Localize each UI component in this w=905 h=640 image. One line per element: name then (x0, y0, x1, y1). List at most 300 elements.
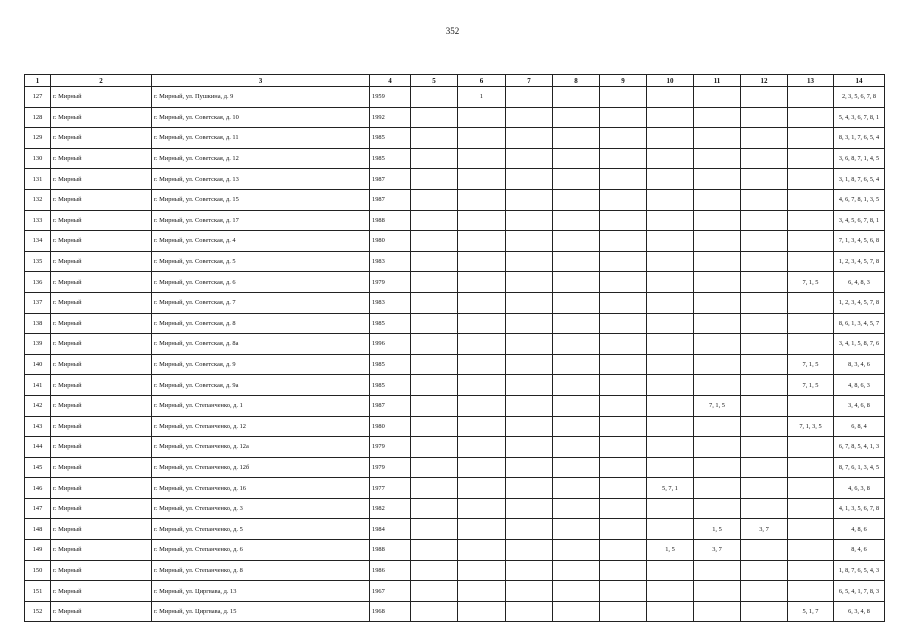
column-header-14: 14 (834, 75, 885, 87)
table-cell-col-10 (647, 148, 694, 169)
table-cell-col-2: г. Мирный (51, 189, 152, 210)
table-cell-col-14: 1, 2, 3, 4, 5, 7, 8 (834, 251, 885, 272)
column-header-11: 11 (694, 75, 741, 87)
table-cell-col-4: 1987 (370, 189, 411, 210)
table-cell-col-11 (694, 189, 741, 210)
table-cell-col-9 (600, 498, 647, 519)
table-cell-col-4: 1979 (370, 457, 411, 478)
table-cell-col-7 (506, 128, 553, 149)
table-cell-col-7 (506, 251, 553, 272)
table-row (25, 540, 885, 561)
table-cell-col-1: 127 (25, 87, 51, 108)
table-cell-col-7 (506, 581, 553, 602)
table-cell-col-4: 1983 (370, 251, 411, 272)
table-cell-col-6 (458, 128, 506, 149)
table-cell-col-8 (553, 251, 600, 272)
table-cell-col-9 (600, 231, 647, 252)
table-cell-col-12 (741, 189, 788, 210)
table-cell-col-10 (647, 601, 694, 622)
table-cell-col-3: г. Мирный, ул. Советская, д. 9 (152, 354, 370, 375)
table-cell-col-9 (600, 601, 647, 622)
table-cell-col-9 (600, 313, 647, 334)
table-cell-col-10 (647, 395, 694, 416)
table-cell-col-1: 134 (25, 231, 51, 252)
table-cell-col-5 (411, 292, 458, 313)
table-cell-col-11 (694, 313, 741, 334)
table-cell-col-8 (553, 375, 600, 396)
table-cell-col-10 (647, 169, 694, 190)
column-header-1: 1 (25, 75, 51, 87)
table-cell-col-5 (411, 334, 458, 355)
table-cell-col-1: 138 (25, 313, 51, 334)
table-cell-col-6 (458, 272, 506, 293)
table-cell-col-2: г. Мирный (51, 375, 152, 396)
table-cell-col-7 (506, 601, 553, 622)
table-cell-col-9 (600, 519, 647, 540)
table-cell-col-7 (506, 169, 553, 190)
table-cell-col-3: г. Мирный, ул. Советская, д. 11 (152, 128, 370, 149)
table-cell-col-3: г. Мирный, ул. Степанченко, д. 12б (152, 457, 370, 478)
table-cell-col-7 (506, 272, 553, 293)
table-cell-col-10 (647, 437, 694, 458)
table-cell-col-11 (694, 498, 741, 519)
table-cell-col-10 (647, 210, 694, 231)
table-cell-col-1: 148 (25, 519, 51, 540)
table-cell-col-10 (647, 334, 694, 355)
table-cell-col-13 (788, 437, 834, 458)
table-cell-col-3: г. Мирный, ул. Степанченко, д. 12 (152, 416, 370, 437)
table-cell-col-2: г. Мирный (51, 231, 152, 252)
table-cell-col-9 (600, 148, 647, 169)
table-cell-col-7 (506, 478, 553, 499)
table-row (25, 272, 885, 293)
table-cell-col-7 (506, 498, 553, 519)
table-cell-col-4: 1980 (370, 231, 411, 252)
table-cell-col-6 (458, 581, 506, 602)
table-cell-col-12: 3, 7 (741, 519, 788, 540)
table-cell-col-8 (553, 354, 600, 375)
table-row (25, 478, 885, 499)
column-header-10: 10 (647, 75, 694, 87)
table-row (25, 581, 885, 602)
table-cell-col-1: 150 (25, 560, 51, 581)
table-cell-col-9 (600, 560, 647, 581)
table-cell-col-3: г. Мирный, ул. Степанченко, д. 16 (152, 478, 370, 499)
table-cell-col-8 (553, 87, 600, 108)
table-cell-col-11 (694, 128, 741, 149)
table-cell-col-14: 6, 7, 8, 5, 4, 1, 3 (834, 437, 885, 458)
table-cell-col-9 (600, 478, 647, 499)
table-cell-col-13 (788, 128, 834, 149)
table-row (25, 148, 885, 169)
table-cell-col-2: г. Мирный (51, 128, 152, 149)
table-cell-col-12 (741, 251, 788, 272)
table-cell-col-8 (553, 601, 600, 622)
table-row (25, 128, 885, 149)
table-cell-col-3: г. Мирный, ул. Степанченко, д. 6 (152, 540, 370, 561)
table-cell-col-13: 7, 1, 5 (788, 354, 834, 375)
table-cell-col-6 (458, 313, 506, 334)
table-cell-col-8 (553, 169, 600, 190)
table-cell-col-4: 1987 (370, 169, 411, 190)
table-cell-col-12 (741, 169, 788, 190)
table-cell-col-6 (458, 560, 506, 581)
table-cell-col-9 (600, 375, 647, 396)
table-cell-col-3: г. Мирный, ул. Циргвава, д. 13 (152, 581, 370, 602)
table-cell-col-5 (411, 251, 458, 272)
table-cell-col-12 (741, 313, 788, 334)
table-row (25, 395, 885, 416)
table-cell-col-14: 6, 3, 4, 8 (834, 601, 885, 622)
table-cell-col-4: 1985 (370, 354, 411, 375)
table-cell-col-2: г. Мирный (51, 498, 152, 519)
table-cell-col-1: 143 (25, 416, 51, 437)
table-cell-col-2: г. Мирный (51, 87, 152, 108)
table-cell-col-7 (506, 292, 553, 313)
table-cell-col-14: 3, 4, 5, 6, 7, 8, 1 (834, 210, 885, 231)
table-cell-col-3: г. Мирный, ул. Советская, д. 6 (152, 272, 370, 293)
table-cell-col-8 (553, 148, 600, 169)
table-row (25, 560, 885, 581)
table-cell-col-7 (506, 231, 553, 252)
table-cell-col-11 (694, 231, 741, 252)
table-cell-col-6 (458, 107, 506, 128)
table-cell-col-6 (458, 334, 506, 355)
table-cell-col-14: 8, 4, 6 (834, 540, 885, 561)
table-cell-col-11 (694, 375, 741, 396)
column-header-7: 7 (506, 75, 553, 87)
table-cell-col-10 (647, 231, 694, 252)
table-cell-col-11 (694, 272, 741, 293)
table-cell-col-1: 140 (25, 354, 51, 375)
table-cell-col-2: г. Мирный (51, 148, 152, 169)
table-cell-col-3: г. Мирный, ул. Степанченко, д. 8 (152, 560, 370, 581)
table-cell-col-12 (741, 354, 788, 375)
table-cell-col-11 (694, 169, 741, 190)
table-cell-col-5 (411, 437, 458, 458)
table-cell-col-2: г. Мирный (51, 292, 152, 313)
table-cell-col-12 (741, 375, 788, 396)
table-cell-col-5 (411, 375, 458, 396)
table-row (25, 437, 885, 458)
table-row (25, 169, 885, 190)
table-cell-col-10 (647, 416, 694, 437)
table-cell-col-4: 1979 (370, 437, 411, 458)
table-cell-col-4: 1979 (370, 272, 411, 293)
table-cell-col-11 (694, 210, 741, 231)
table-cell-col-6 (458, 437, 506, 458)
table-cell-col-13 (788, 107, 834, 128)
table-cell-col-6 (458, 169, 506, 190)
table-cell-col-6 (458, 478, 506, 499)
table-cell-col-14: 4, 8, 6, 3 (834, 375, 885, 396)
table-cell-col-9 (600, 210, 647, 231)
table-cell-col-4: 1985 (370, 148, 411, 169)
table-cell-col-8 (553, 519, 600, 540)
table-cell-col-14: 8, 3, 4, 6 (834, 354, 885, 375)
table-cell-col-1: 137 (25, 292, 51, 313)
table-cell-col-8 (553, 128, 600, 149)
table-cell-col-9 (600, 334, 647, 355)
table-cell-col-6: 1 (458, 87, 506, 108)
table-cell-col-10 (647, 375, 694, 396)
table-cell-col-1: 145 (25, 457, 51, 478)
table-cell-col-12 (741, 148, 788, 169)
table-cell-col-5 (411, 313, 458, 334)
table-cell-col-1: 136 (25, 272, 51, 293)
table-cell-col-12 (741, 395, 788, 416)
table-cell-col-9 (600, 128, 647, 149)
table-cell-col-9 (600, 437, 647, 458)
table-cell-col-14: 8, 6, 1, 3, 4, 5, 7 (834, 313, 885, 334)
table-cell-col-2: г. Мирный (51, 272, 152, 293)
table-cell-col-4: 1985 (370, 313, 411, 334)
table-cell-col-3: г. Мирный, ул. Степанченко, д. 12а (152, 437, 370, 458)
table-cell-col-10 (647, 128, 694, 149)
table-cell-col-6 (458, 148, 506, 169)
table-cell-col-9 (600, 540, 647, 561)
table-cell-col-7 (506, 107, 553, 128)
table-cell-col-8 (553, 272, 600, 293)
table-cell-col-12 (741, 210, 788, 231)
table-cell-col-7 (506, 148, 553, 169)
table-cell-col-6 (458, 354, 506, 375)
table-cell-col-8 (553, 437, 600, 458)
table-cell-col-14: 7, 1, 3, 4, 5, 6, 8 (834, 231, 885, 252)
table-cell-col-4: 1959 (370, 87, 411, 108)
table-cell-col-12 (741, 457, 788, 478)
table-row (25, 87, 885, 108)
table-cell-col-1: 135 (25, 251, 51, 272)
table-cell-col-3: г. Мирный, ул. Советская, д. 9а (152, 375, 370, 396)
table-cell-col-11 (694, 560, 741, 581)
table-cell-col-14: 4, 6, 7, 8, 1, 3, 5 (834, 189, 885, 210)
table-cell-col-11 (694, 478, 741, 499)
table-cell-col-10 (647, 292, 694, 313)
table-cell-col-1: 129 (25, 128, 51, 149)
table-cell-col-13 (788, 498, 834, 519)
table-cell-col-1: 152 (25, 601, 51, 622)
table-cell-col-14: 6, 4, 8, 3 (834, 272, 885, 293)
table-cell-col-1: 142 (25, 395, 51, 416)
table-cell-col-5 (411, 457, 458, 478)
table-cell-col-5 (411, 148, 458, 169)
table-cell-col-1: 151 (25, 581, 51, 602)
table-cell-col-5 (411, 87, 458, 108)
column-header-12: 12 (741, 75, 788, 87)
table-cell-col-13 (788, 395, 834, 416)
table-cell-col-14: 8, 3, 1, 7, 6, 5, 4 (834, 128, 885, 149)
table-cell-col-10 (647, 189, 694, 210)
table-cell-col-2: г. Мирный (51, 251, 152, 272)
table-cell-col-10 (647, 251, 694, 272)
table-cell-col-13 (788, 251, 834, 272)
table-cell-col-9 (600, 292, 647, 313)
table-cell-col-2: г. Мирный (51, 478, 152, 499)
table-cell-col-12 (741, 128, 788, 149)
column-header-5: 5 (411, 75, 458, 87)
table-cell-col-2: г. Мирный (51, 354, 152, 375)
table-cell-col-11 (694, 87, 741, 108)
table-cell-col-8 (553, 416, 600, 437)
table-cell-col-4: 1980 (370, 416, 411, 437)
table-cell-col-7 (506, 519, 553, 540)
table-cell-col-6 (458, 416, 506, 437)
table-cell-col-8 (553, 581, 600, 602)
table-cell-col-7 (506, 437, 553, 458)
table-cell-col-13 (788, 313, 834, 334)
table-cell-col-8 (553, 560, 600, 581)
table-cell-col-11 (694, 457, 741, 478)
table-cell-col-5 (411, 189, 458, 210)
table-cell-col-3: г. Мирный, ул. Советская, д. 12 (152, 148, 370, 169)
table-cell-col-6 (458, 251, 506, 272)
table-cell-col-7 (506, 375, 553, 396)
table-cell-col-6 (458, 540, 506, 561)
table-cell-col-4: 1996 (370, 334, 411, 355)
table-cell-col-13 (788, 231, 834, 252)
table-cell-col-8 (553, 231, 600, 252)
table-cell-col-3: г. Мирный, ул. Советская, д. 8а (152, 334, 370, 355)
table-cell-col-10 (647, 313, 694, 334)
table-cell-col-8 (553, 334, 600, 355)
table-cell-col-8 (553, 395, 600, 416)
table-cell-col-11 (694, 581, 741, 602)
table-cell-col-4: 1992 (370, 107, 411, 128)
table-cell-col-10 (647, 498, 694, 519)
table-cell-col-11 (694, 251, 741, 272)
table-cell-col-2: г. Мирный (51, 457, 152, 478)
table-cell-col-14: 3, 6, 8, 7, 1, 4, 5 (834, 148, 885, 169)
table-cell-col-12 (741, 292, 788, 313)
table-cell-col-14: 1, 8, 7, 6, 5, 4, 3 (834, 560, 885, 581)
table-row (25, 210, 885, 231)
table-cell-col-6 (458, 189, 506, 210)
table-row (25, 231, 885, 252)
table-cell-col-1: 149 (25, 540, 51, 561)
table-cell-col-14: 4, 6, 3, 8 (834, 478, 885, 499)
table-cell-col-12 (741, 87, 788, 108)
table-cell-col-3: г. Мирный, ул. Степанченко, д. 5 (152, 519, 370, 540)
table-cell-col-10 (647, 354, 694, 375)
column-header-4: 4 (370, 75, 411, 87)
table-cell-col-4: 1986 (370, 560, 411, 581)
table-cell-col-12 (741, 334, 788, 355)
table-cell-col-12 (741, 581, 788, 602)
table-cell-col-6 (458, 231, 506, 252)
table-cell-col-2: г. Мирный (51, 416, 152, 437)
table-cell-col-14: 5, 4, 3, 6, 7, 8, 1 (834, 107, 885, 128)
table-cell-col-11 (694, 107, 741, 128)
table-cell-col-2: г. Мирный (51, 601, 152, 622)
table-cell-col-10 (647, 519, 694, 540)
table-cell-col-5 (411, 272, 458, 293)
table-cell-col-5 (411, 128, 458, 149)
table-cell-col-3: г. Мирный, ул. Советская, д. 10 (152, 107, 370, 128)
table-cell-col-13 (788, 581, 834, 602)
table-cell-col-11 (694, 334, 741, 355)
table-cell-col-4: 1967 (370, 581, 411, 602)
table-cell-col-10 (647, 457, 694, 478)
table-cell-col-2: г. Мирный (51, 107, 152, 128)
table-cell-col-5 (411, 210, 458, 231)
table-cell-col-6 (458, 292, 506, 313)
table-cell-col-6 (458, 601, 506, 622)
table-cell-col-9 (600, 416, 647, 437)
column-header-2: 2 (51, 75, 152, 87)
table-cell-col-5 (411, 354, 458, 375)
table-cell-col-14: 2, 3, 5, 6, 7, 8 (834, 87, 885, 108)
page-number: 352 (445, 26, 460, 36)
table-cell-col-1: 133 (25, 210, 51, 231)
table-cell-col-6 (458, 210, 506, 231)
column-header-9: 9 (600, 75, 647, 87)
table-cell-col-8 (553, 313, 600, 334)
table-cell-col-9 (600, 272, 647, 293)
table-cell-col-5 (411, 478, 458, 499)
table-cell-col-4: 1988 (370, 210, 411, 231)
table-cell-col-9 (600, 251, 647, 272)
table-cell-col-4: 1968 (370, 601, 411, 622)
table-cell-col-13: 7, 1, 5 (788, 375, 834, 396)
table-cell-col-5 (411, 169, 458, 190)
housing-register-table (24, 74, 885, 622)
table-cell-col-7 (506, 354, 553, 375)
table-cell-col-5 (411, 395, 458, 416)
table-cell-col-13 (788, 189, 834, 210)
table-cell-col-9 (600, 354, 647, 375)
table-cell-col-2: г. Мирный (51, 581, 152, 602)
table-cell-col-10: 1, 5 (647, 540, 694, 561)
table-cell-col-5 (411, 416, 458, 437)
table-cell-col-10: 5, 7, 1 (647, 478, 694, 499)
table-cell-col-13: 7, 1, 5 (788, 272, 834, 293)
table-cell-col-11: 7, 1, 5 (694, 395, 741, 416)
table-cell-col-7 (506, 416, 553, 437)
table-cell-col-4: 1985 (370, 375, 411, 396)
table-cell-col-13 (788, 540, 834, 561)
table-cell-col-3: г. Мирный, ул. Советская, д. 17 (152, 210, 370, 231)
table-cell-col-11: 3, 7 (694, 540, 741, 561)
table-cell-col-8 (553, 107, 600, 128)
table-cell-col-8 (553, 478, 600, 499)
table-cell-col-14: 3, 1, 8, 7, 6, 5, 4 (834, 169, 885, 190)
table-cell-col-4: 1984 (370, 519, 411, 540)
table-cell-col-1: 146 (25, 478, 51, 499)
table-cell-col-8 (553, 540, 600, 561)
table-cell-col-9 (600, 457, 647, 478)
table-cell-col-11 (694, 148, 741, 169)
table-cell-col-7 (506, 395, 553, 416)
table-cell-col-6 (458, 395, 506, 416)
table-cell-col-11 (694, 416, 741, 437)
table-cell-col-5 (411, 231, 458, 252)
table-cell-col-4: 1985 (370, 128, 411, 149)
table-cell-col-5 (411, 519, 458, 540)
table-cell-col-13 (788, 87, 834, 108)
table-cell-col-7 (506, 334, 553, 355)
table-cell-col-7 (506, 457, 553, 478)
table-cell-col-14: 1, 2, 3, 4, 5, 7, 8 (834, 292, 885, 313)
table-cell-col-2: г. Мирный (51, 437, 152, 458)
table-cell-col-10 (647, 272, 694, 293)
table-cell-col-4: 1982 (370, 498, 411, 519)
table-cell-col-12 (741, 478, 788, 499)
table-row (25, 416, 885, 437)
table-cell-col-1: 144 (25, 437, 51, 458)
table-cell-col-12 (741, 107, 788, 128)
table-cell-col-2: г. Мирный (51, 540, 152, 561)
